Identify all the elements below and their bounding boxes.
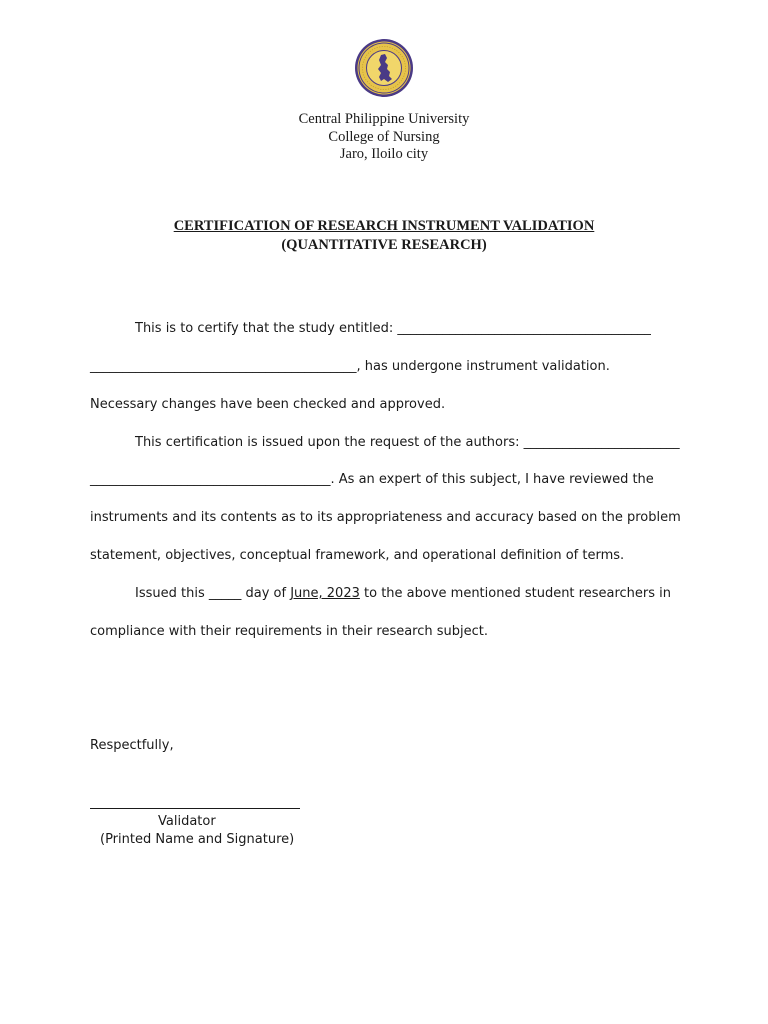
paragraph-1-line-3: Necessary changes have been checked and approved. [90,397,446,412]
paragraph-1-line-2: _________________________________________, has undergone instrument validation. [90,359,610,374]
paragraph-2-line-1: This certification is issued upon the request of the authors: ________________________ [135,435,680,450]
paragraph-3-line-1 [90,586,671,601]
paragraph-2-line-3: instruments and its contents as to its appropriateness and accuracy based on the problem [90,510,681,525]
university-name: Central Philippine University [298,111,470,127]
signature-line [90,808,300,809]
university-seal-icon [354,38,414,98]
institution-header [0,111,768,164]
document-subtitle: (QUANTITATIVE RESEARCH) [281,236,487,253]
university-location: Jaro, Iloilo city [339,146,429,162]
issued-prefix: Issued this _____ day of [135,586,291,601]
paragraph-1-line-1: This is to certify that the study entitled: _______________________________________ [135,321,651,336]
signature-instruction: (Printed Name and Signature) [100,832,295,847]
issued-date: June, 2023 [290,586,360,601]
document-titles [0,217,768,254]
issued-suffix: to the above mentioned student researchers in [359,586,672,601]
college-name: College of Nursing [328,128,440,145]
paragraph-2-line-2: _____________________________________. As an expert of this subject, I have reviewed the [90,472,654,487]
paragraph-3-line-2: compliance with their requirements in their research subject. [90,624,489,639]
paragraph-2-line-4: statement, objectives, conceptual framework, and operational definition of terms. [90,548,625,563]
closing-salutation: Respectfully, [90,738,174,753]
validator-label: Validator [158,814,216,829]
document-title: CERTIFICATION OF RESEARCH INSTRUMENT VALIDATION [173,218,595,234]
